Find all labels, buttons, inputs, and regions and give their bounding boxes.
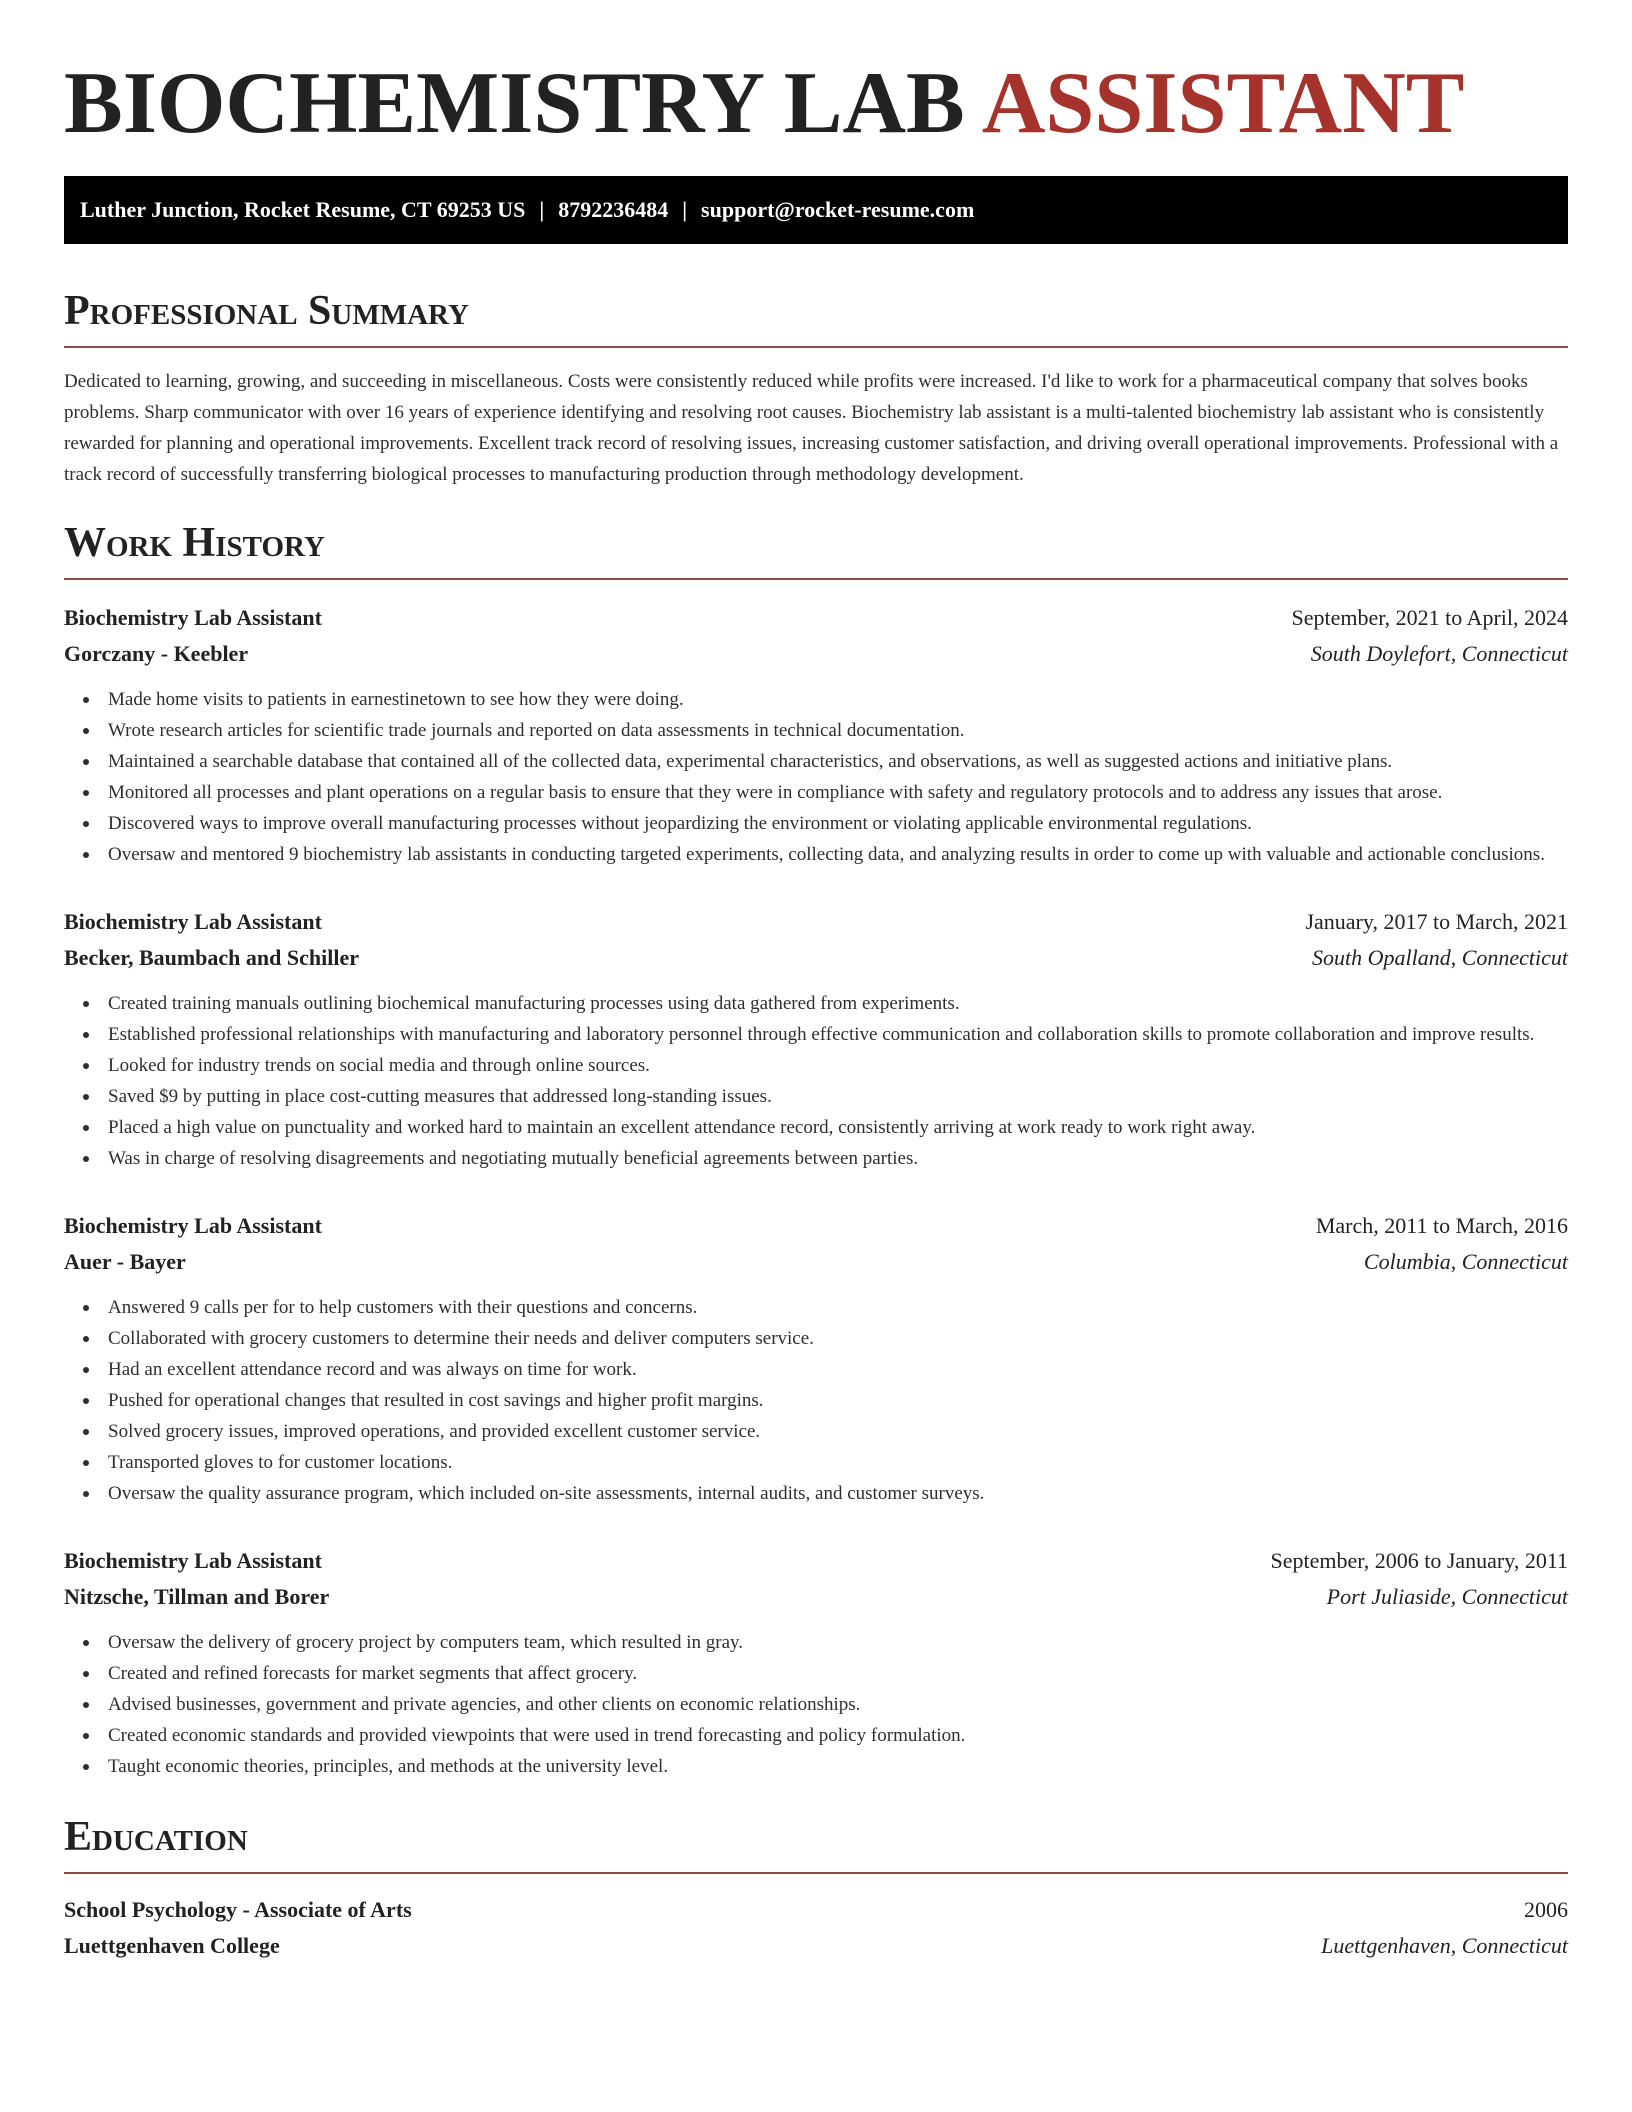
job-company: Becker, Baumbach and Schiller xyxy=(64,945,359,970)
section-heading: Education xyxy=(64,1812,1568,1874)
summary-text: Dedicated to learning, growing, and succeeding in miscellaneous. Costs were consistently reduced while profits were increased. I'd like to work for a pharmaceutical company that solves books problems. Sharp communicator with over 16 years of experience identifying and resolving root causes. Biochemistry lab assistant is a multi-talented biochemistry lab assistant who is consistently rewarded for planning and operational improvements. Excellent track record of resolving issues, increasing customer satisfaction, and driving overall operational improvements. Professional with a track record of successfully transferring biological processes to manufacturing production through methodology development. xyxy=(64,371,1559,485)
contact-email: support@rocket-resume.com xyxy=(701,197,975,222)
list-item: Solved grocery issues, improved operations, and provided excellent customer service. xyxy=(108,1416,1568,1447)
job-dates: January, 2017 to March, 2021 xyxy=(1305,909,1568,934)
list-item: Transported gloves to for customer locations. xyxy=(108,1447,1568,1478)
contact-separator: | xyxy=(682,197,688,222)
job-entry xyxy=(64,1208,1568,1509)
work-history-section xyxy=(64,518,1568,1782)
list-item: Saved $9 by putting in place cost-cutting measures that addressed long-standing issues. xyxy=(108,1081,1568,1112)
job-location: Port Juliaside, Connecticut xyxy=(1326,1584,1568,1609)
list-item: Answered 9 calls per for to help customers with their questions and concerns. xyxy=(108,1292,1568,1323)
education-year: 2006 xyxy=(1524,1897,1568,1922)
job-bullets xyxy=(64,1292,1568,1509)
job-location: Columbia, Connecticut xyxy=(1363,1249,1568,1274)
job-location: South Opalland, Connecticut xyxy=(1311,945,1568,970)
list-item: Placed a high value on punctuality and worked hard to maintain an excellent attendance record, consistently arriving at work ready to work right away. xyxy=(108,1112,1568,1143)
education-location: Luettgenhaven, Connecticut xyxy=(1321,1933,1568,1958)
list-item: Collaborated with grocery customers to determine their needs and deliver computers service. xyxy=(108,1323,1568,1354)
list-item: Created economic standards and provided viewpoints that were used in trend forecasting and policy formulation. xyxy=(108,1720,1568,1751)
job-dates: March, 2011 to March, 2016 xyxy=(1315,1213,1568,1238)
job-title: Biochemistry Lab Assistant xyxy=(64,909,322,934)
job-company: Nitzsche, Tillman and Borer xyxy=(64,1584,330,1609)
professional-summary-section xyxy=(64,286,1568,490)
list-item: Wrote research articles for scientific trade journals and reported on data assessments in technical documentation. xyxy=(108,715,1568,746)
list-item: Had an excellent attendance record and was always on time for work. xyxy=(108,1354,1568,1385)
section-heading: Work History xyxy=(64,518,1568,580)
job-bullets xyxy=(64,1627,1568,1782)
education-degree: School Psychology - Associate of Arts xyxy=(64,1897,412,1922)
list-item: Discovered ways to improve overall manufacturing processes without jeopardizing the environment or violating applicable environmental regulations. xyxy=(108,808,1568,839)
contact-separator: | xyxy=(539,197,545,222)
job-dates: September, 2021 to April, 2024 xyxy=(1291,605,1568,630)
list-item: Established professional relationships with manufacturing and laboratory personnel through effective communication and collaboration skills to promote collaboration and improve results. xyxy=(108,1019,1568,1050)
list-item: Taught economic theories, principles, and methods at the university level. xyxy=(108,1751,1568,1782)
job-company: Gorczany - Keebler xyxy=(64,641,249,666)
list-item: Oversaw and mentored 9 biochemistry lab assistants in conducting targeted experiments, collecting data, and analyzing results in order to come up with valuable and actionable conclusions. xyxy=(108,839,1568,870)
contact-address: Luther Junction, Rocket Resume, CT 69253 US xyxy=(80,197,526,222)
list-item: Pushed for operational changes that resulted in cost savings and higher profit margins. xyxy=(108,1385,1568,1416)
job-location: South Doylefort, Connecticut xyxy=(1310,641,1568,666)
list-item: Oversaw the quality assurance program, which included on-site assessments, internal audits, and customer surveys. xyxy=(108,1478,1568,1509)
list-item: Created training manuals outlining biochemical manufacturing processes using data gathered from experiments. xyxy=(108,988,1568,1019)
list-item: Oversaw the delivery of grocery project by computers team, which resulted in gray. xyxy=(108,1627,1568,1658)
list-item: Monitored all processes and plant operations on a regular basis to ensure that they were in compliance with safety and regulatory protocols and to address any issues that arose. xyxy=(108,777,1568,808)
section-heading: Professional Summary xyxy=(64,286,1568,348)
list-item: Advised businesses, government and private agencies, and other clients on economic relationships. xyxy=(108,1689,1568,1720)
contact-phone: 8792236484 xyxy=(558,197,669,222)
education-section xyxy=(64,1812,1568,1964)
job-entry xyxy=(64,1543,1568,1782)
job-title: Biochemistry Lab Assistant xyxy=(64,605,322,630)
job-title: Biochemistry Lab Assistant xyxy=(64,1548,322,1573)
list-item: Made home visits to patients in earnestinetown to see how they were doing. xyxy=(108,684,1568,715)
education-entry xyxy=(64,1892,1568,1964)
title-main: BIOCHEMISTRY LAB xyxy=(64,55,965,152)
list-item: Was in charge of resolving disagreements and negotiating mutually beneficial agreements between parties. xyxy=(108,1143,1568,1174)
job-company: Auer - Bayer xyxy=(64,1249,186,1274)
contact-bar xyxy=(64,176,1568,244)
education-school: Luettgenhaven College xyxy=(64,1933,280,1958)
list-item: Looked for industry trends on social media and through online sources. xyxy=(108,1050,1568,1081)
list-item: Maintained a searchable database that contained all of the collected data, experimental characteristics, and observations, as well as suggested actions and initiative plans. xyxy=(108,746,1568,777)
job-entry xyxy=(64,600,1568,870)
list-item: Created and refined forecasts for market segments that affect grocery. xyxy=(108,1658,1568,1689)
job-entry xyxy=(64,904,1568,1174)
resume-page xyxy=(64,0,1568,1964)
job-bullets xyxy=(64,684,1568,870)
job-title: Biochemistry Lab Assistant xyxy=(64,1213,322,1238)
job-bullets xyxy=(64,988,1568,1174)
job-dates: September, 2006 to January, 2011 xyxy=(1270,1548,1568,1573)
title-accent: ASSISTANT xyxy=(981,55,1465,152)
resume-title xyxy=(64,0,1568,154)
